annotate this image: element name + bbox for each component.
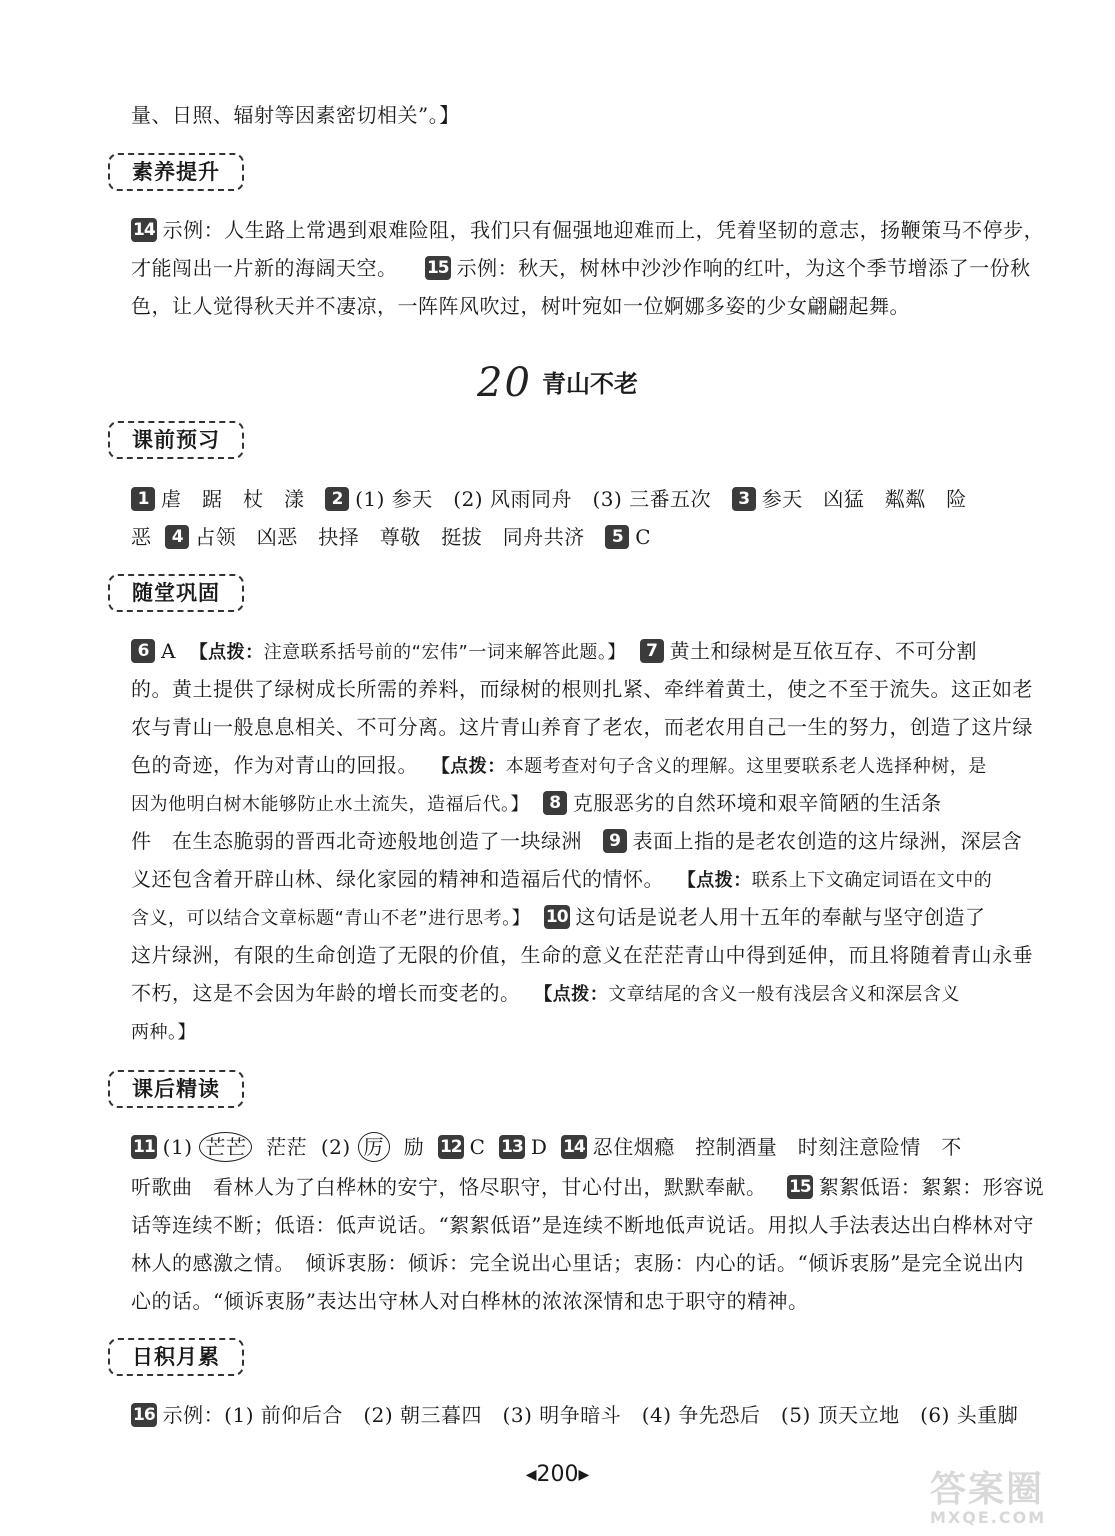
- answer-line: [131, 518, 1017, 556]
- section-header-suyang: 素养提升: [108, 153, 244, 191]
- question-number-badge: 8: [543, 791, 567, 815]
- answer-text: 虐 踞 杖 漾: [161, 487, 305, 511]
- answer-text: 示例：人生路上常遇到艰难险阻，我们只有倔强地迎难而上，凭着坚韧的意志，扬鞭策马不停步，: [162, 218, 1045, 242]
- answer-text: 恶: [131, 525, 152, 549]
- lesson-heading: [0, 360, 1115, 406]
- section-header-stgg: 随堂巩固: [108, 574, 244, 612]
- continued-text: 量、日照、辐射等因素密切相关”。】: [131, 103, 460, 127]
- question-number-badge: 11: [133, 1137, 155, 1157]
- answer-line: [131, 480, 1017, 518]
- answer-text: 忍住烟瘾 控制酒量 时刻注意险情 不: [592, 1135, 962, 1159]
- answer-line: 这片绿洲，有限的生命创造了无限的价值，生命的意义在茫茫青山中得到延伸，而且将随着青山永垂: [131, 943, 1033, 967]
- answer-line: 农与青山一般息息相关、不可分离。这片青山养育了老农，而老农用自己一生的努力，创造了这片绿: [131, 715, 1033, 739]
- section-header-rjyl: 日积月累: [108, 1338, 244, 1376]
- question-number-badge: 1: [131, 487, 155, 511]
- watermark-logo-text: 答案圈: [930, 1469, 1045, 1510]
- question-number-badge: 13: [501, 1137, 523, 1157]
- answer-text: C: [469, 1135, 486, 1159]
- answer-line: [131, 1128, 1017, 1166]
- answer-text: A: [161, 639, 176, 663]
- answer-line: [131, 974, 1017, 1014]
- answer-text: 絮絮低语：絮絮：形容说: [818, 1175, 1045, 1199]
- answer-line: [131, 784, 1017, 824]
- page-number-value: 200: [536, 1462, 579, 1487]
- right-triangle-icon: ▶: [578, 1467, 590, 1483]
- answer-line: 的。黄土提供了绿树成长所需的养料，而绿树的根则扎紧、牵绊着黄土，使之不至于流失。这正如老: [131, 677, 1033, 701]
- circled-wrong-word: 芒芒: [199, 1132, 252, 1162]
- answer-text: 示例：秋天，树林中沙沙作响的红叶，为这个季节增添了一份秋: [456, 256, 1031, 280]
- question-number-badge: 15: [789, 1177, 811, 1197]
- question-number-badge: 7: [640, 639, 664, 663]
- answer-text: (1) 参天 (2) 风雨同舟 (3) 三番五次: [355, 487, 712, 511]
- question-number-badge: 10: [545, 907, 568, 927]
- answer-text: (1): [162, 1135, 193, 1159]
- answer-text: 励: [403, 1135, 425, 1159]
- answer-line: [131, 249, 1031, 287]
- tip-text: 注意联系括号前的“宏伟”一词来解答此题。】: [263, 642, 626, 663]
- lesson-title: 青山不老: [541, 370, 638, 398]
- answer-text: 不朽，这是不会因为年龄的增长而变老的。: [131, 981, 521, 1005]
- tip-label: 【点拨：: [677, 870, 752, 891]
- answer-text: 参天 凶猛 粼粼 险: [761, 487, 967, 511]
- tip-text: 因为他明白树木能够防止水土流失，造福后代。】: [131, 794, 529, 815]
- answer-line: 林人的感激之情。 倾诉衷肠：倾诉：完全说出心里话；衷肠：内心的话。“倾诉衷肠”是完全说出内: [131, 1251, 1024, 1275]
- answer-text: 才能闯出一片新的海阔天空。: [131, 256, 398, 280]
- tip-text: 含义，可以结合文章标题“青山不老”进行思考。】: [131, 908, 531, 929]
- question-number-badge: 5: [605, 525, 629, 549]
- tip-label: 【点拨：: [431, 756, 506, 777]
- answer-line: 话等连续不断；低语：低声说话。“絮絮低语”是连续不断地低声说话。用拟人手法表达出白桦林对守: [131, 1213, 1034, 1237]
- watermark: [930, 1470, 1100, 1530]
- question-number-badge: 14: [563, 1137, 585, 1157]
- tip-text: 联系上下文确定词语在文中的: [751, 870, 993, 891]
- watermark-url: MXQE.COM: [930, 1508, 1047, 1527]
- answer-text: 这句话是说老人用十五年的奉献与坚守创造了: [575, 905, 986, 929]
- question-number-badge: 15: [426, 258, 449, 278]
- question-number-badge: 4: [165, 525, 189, 549]
- tip-text: 本题考查对句子含义的理解。这里要联系老人选择种树，是: [505, 756, 987, 777]
- lesson-number: 20: [477, 360, 532, 406]
- answer-text: 表面上指的是老农创造的这片绿洲，深层含: [632, 829, 1023, 853]
- question-number-badge: 9: [603, 829, 627, 853]
- answer-line: [131, 1168, 1045, 1206]
- question-number-badge: 14: [133, 220, 155, 240]
- answer-text: 黄土和绿树是互依互存、不可分割: [669, 639, 978, 663]
- answer-line: [131, 822, 1023, 860]
- tip-label: 【点拨：: [534, 984, 609, 1005]
- answer-text: 示例：(1) 前仰后合 (2) 朝三暮四 (3) 明争暗斗 (4) 争先恐后 (5) 顶天立地 (6) 头重脚: [162, 1403, 1019, 1427]
- answer-line: [131, 1012, 1017, 1052]
- answer-line: [131, 746, 1017, 786]
- question-number-badge: 3: [732, 487, 756, 511]
- answer-line: [131, 860, 1017, 900]
- circled-wrong-word: 厉: [358, 1132, 391, 1162]
- question-number-badge: 16: [133, 1405, 155, 1425]
- answer-text: C: [635, 525, 652, 549]
- tip-text: 两种。】: [131, 1022, 196, 1043]
- answer-text: 占领 凶恶 抉择 尊敬 挺拔 同舟共济: [195, 525, 585, 549]
- answer-text: 茫茫: [266, 1135, 308, 1159]
- answer-line: [131, 898, 1017, 938]
- answer-line: [131, 1396, 1017, 1434]
- question-number-badge: 2: [325, 487, 349, 511]
- answer-line: [131, 211, 1045, 249]
- answer-text: (2): [320, 1135, 351, 1159]
- answer-line: 心的话。“倾诉衷肠”表达出守林人对白桦林的浓浓深情和忠于职守的精神。: [131, 1289, 809, 1313]
- tip-label: 【点拨：: [189, 642, 264, 663]
- answer-text: 听歌曲 看林人为了白桦林的安宁，恪尽职守，甘心付出，默默奉献。: [131, 1175, 767, 1199]
- question-number-badge: 6: [131, 639, 155, 663]
- tip-text: 文章结尾的含义一般有浅层含义和深层含义: [608, 984, 960, 1005]
- answer-text: 件 在生态脆弱的晋西北奇迹般地创造了一块绿洲: [131, 829, 582, 853]
- answer-line: 色，让人觉得秋天并不凄凉，一阵阵风吹过，树叶宛如一位婀娜多姿的少女翩翩起舞。: [131, 294, 910, 318]
- answer-text: 克服恶劣的自然环境和艰辛简陋的生活条: [572, 791, 942, 815]
- answer-text: 色的奇迹，作为对青山的回报。: [131, 753, 418, 777]
- answer-line: [131, 632, 1017, 672]
- answer-text: D: [530, 1135, 548, 1159]
- question-number-badge: 12: [439, 1137, 462, 1157]
- left-triangle-icon: ◀: [525, 1467, 537, 1483]
- answer-text: 义还包含着开辟山林、绿化家园的精神和造福后代的情怀。: [131, 867, 664, 891]
- section-header-kqyx: 课前预习: [108, 421, 244, 459]
- section-header-khjd: 课后精读: [108, 1070, 244, 1108]
